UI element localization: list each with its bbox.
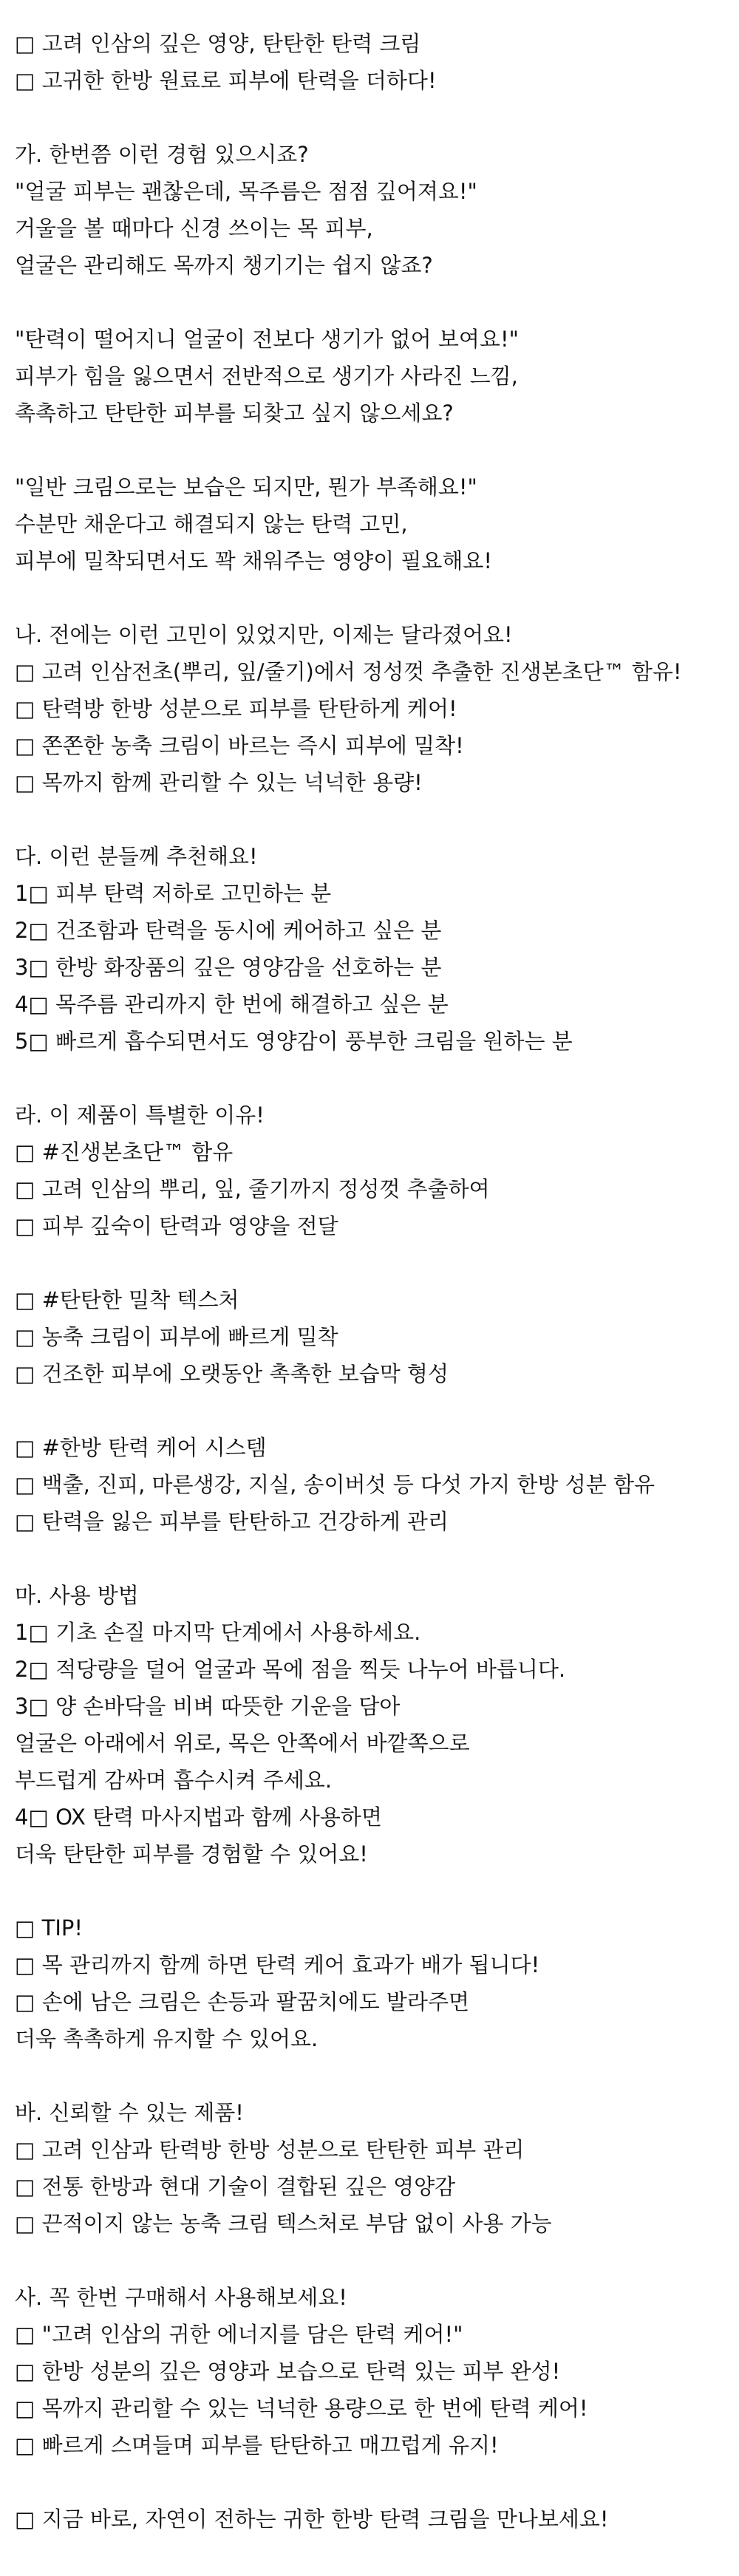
section-intro — [15, 25, 724, 99]
section-section-tip — [15, 1909, 724, 2057]
section-heading: 가. 한번쯤 이런 경험 있으시죠? — [15, 142, 309, 167]
paragraph-gap — [15, 2057, 724, 2094]
section-heading: 나. 전에는 이런 고민이 있었지만, 이제는 달라졌어요! — [15, 622, 513, 647]
text-line: □ 목 관리까지 함께 하면 탄력 케어 효과가 배가 됩니다! — [15, 1952, 540, 1977]
section-heading: 바. 신뢰할 수 있는 제품! — [15, 2100, 244, 2125]
section-section-sa — [15, 2279, 724, 2464]
text-line: □ "고려 인삼의 귀한 에너지를 담은 탄력 케어!" — [15, 2322, 463, 2347]
text-line: "일반 크림으로는 보습은 되지만, 뭔가 부족해요!" — [15, 474, 477, 500]
text-line: □ #탄탄한 밀착 텍스처 — [15, 1287, 239, 1312]
text-line: 더욱 탄탄한 피부를 경험할 수 있어요! — [15, 1841, 368, 1867]
text-line: □ 목까지 관리할 수 있는 넉넉한 용량으로 한 번에 탄력 케어! — [15, 2396, 588, 2421]
paragraph-gap — [15, 2464, 724, 2501]
section-heading: 다. 이런 분들께 추천해요! — [15, 844, 258, 869]
paragraph-gap — [15, 1873, 724, 1909]
section-heading: 마. 사용 방법 — [15, 1583, 139, 1608]
text-line: 수분만 채운다고 해결되지 않는 탄력 고민, — [15, 511, 408, 536]
text-line: □ 손에 남은 크림은 손등과 팔꿈치에도 발라주면 — [15, 1989, 469, 2014]
section-section-ga-3 — [15, 468, 724, 579]
text-line: 4□ 목주름 관리까지 한 번에 해결하고 싶은 분 — [15, 992, 449, 1017]
text-line: □ 고려 인삼전초(뿌리, 잎/줄기)에서 정성껏 추출한 진생본초단™ 함유! — [15, 659, 682, 684]
document-body — [15, 25, 724, 2538]
text-line: □ 목까지 함께 관리할 수 있는 넉넉한 용량! — [15, 770, 423, 795]
text-line: □ TIP! — [15, 1915, 83, 1940]
section-section-ga-2 — [15, 321, 724, 432]
text-line: □ 쫀쫀한 농축 크림이 바르는 즉시 피부에 밀착! — [15, 733, 464, 758]
text-line: □ 고귀한 한방 원료로 피부에 탄력을 더하다! — [15, 68, 437, 93]
text-line: 3□ 한방 화장품의 깊은 영양감을 선호하는 분 — [15, 955, 442, 980]
text-line: "얼굴 피부는 괜찮은데, 목주름은 점점 깊어져요!" — [15, 179, 477, 204]
text-line: □ 끈적이지 않는 농축 크림 텍스처로 부담 없이 사용 가능 — [15, 2211, 552, 2236]
text-line: 5□ 빠르게 흡수되면서도 영양감이 풍부한 크림을 원하는 분 — [15, 1029, 573, 1054]
text-line: □ 탄력방 한방 성분으로 피부를 탄탄하게 케어! — [15, 696, 457, 721]
text-line: 1□ 피부 탄력 저하로 고민하는 분 — [15, 881, 332, 906]
text-line: 얼굴은 아래에서 위로, 목은 안쪽에서 바깥쪽으로 — [15, 1731, 470, 1756]
section-closing — [15, 2501, 724, 2538]
text-line: □ 백출, 진피, 마른생강, 지실, 송이버섯 등 다섯 가지 한방 성분 함유 — [15, 1472, 655, 1497]
paragraph-gap — [15, 2242, 724, 2279]
section-section-ma — [15, 1577, 724, 1873]
text-line: □ 건조한 피부에 오랫동안 촉촉한 보습막 형성 — [15, 1361, 449, 1386]
section-section-ga-1 — [15, 136, 724, 284]
text-line: 촉촉하고 탄탄한 피부를 되찾고 싶지 않으세요? — [15, 401, 454, 426]
text-line: □ 농축 크림이 피부에 빠르게 밀착 — [15, 1324, 338, 1349]
section-section-ra-2 — [15, 1281, 724, 1392]
paragraph-gap — [15, 1540, 724, 1577]
paragraph-gap — [15, 432, 724, 468]
paragraph-gap — [15, 801, 724, 838]
text-line: 거울을 볼 때마다 신경 쓰이는 목 피부, — [15, 216, 373, 241]
text-line: □ #진생본초단™ 함유 — [15, 1139, 234, 1165]
text-line: 1□ 기초 손질 마지막 단계에서 사용하세요. — [15, 1620, 421, 1645]
text-line: 2□ 건조함과 탄력을 동시에 케어하고 싶은 분 — [15, 918, 442, 943]
text-line: 3□ 양 손바닥을 비벼 따뜻한 기운을 담아 — [15, 1694, 401, 1719]
paragraph-gap — [15, 99, 724, 136]
text-line: □ 탄력을 잃은 피부를 탄탄하고 건강하게 관리 — [15, 1509, 449, 1534]
paragraph-gap — [15, 1060, 724, 1097]
text-line: □ 고려 인삼과 탄력방 한방 성분으로 탄탄한 피부 관리 — [15, 2137, 525, 2162]
text-line: 2□ 적당량을 덜어 얼굴과 목에 점을 찍듯 나누어 바릅니다. — [15, 1657, 566, 1682]
text-line: □ #한방 탄력 케어 시스템 — [15, 1435, 267, 1460]
paragraph-gap — [15, 1392, 724, 1429]
section-section-ra-3 — [15, 1429, 724, 1540]
text-line: 부드럽게 감싸며 흡수시켜 주세요. — [15, 1768, 333, 1793]
text-line: 4□ OX 탄력 마사지법과 함께 사용하면 — [15, 1805, 382, 1830]
text-line: □ 한방 성분의 깊은 영양과 보습으로 탄력 있는 피부 완성! — [15, 2359, 561, 2384]
text-line: 얼굴은 관리해도 목까지 챙기기는 쉽지 않죠? — [15, 253, 433, 278]
section-heading: 사. 꼭 한번 구매해서 사용해보세요! — [15, 2285, 347, 2310]
text-line: 더욱 촉촉하게 유지할 수 있어요. — [15, 2026, 319, 2051]
text-line: □ 지금 바로, 자연이 전하는 귀한 한방 탄력 크림을 만나보세요! — [15, 2507, 609, 2532]
paragraph-gap — [15, 1244, 724, 1281]
section-section-na — [15, 616, 724, 801]
paragraph-gap — [15, 284, 724, 321]
text-line: □ 빠르게 스며들며 피부를 탄탄하고 매끄럽게 유지! — [15, 2433, 499, 2458]
section-section-da — [15, 838, 724, 1060]
text-line: □ 고려 인삼의 뿌리, 잎, 줄기까지 정성껏 추출하여 — [15, 1176, 490, 1202]
section-heading: 라. 이 제품이 특별한 이유! — [15, 1103, 265, 1128]
text-line: □ 전통 한방과 현대 기술이 결합된 깊은 영양감 — [15, 2174, 456, 2199]
text-line: 피부에 밀착되면서도 꽉 채워주는 영양이 필요해요! — [15, 548, 493, 573]
paragraph-gap — [15, 579, 724, 616]
section-section-ba — [15, 2094, 724, 2242]
text-line: □ 고려 인삼의 깊은 영양, 탄탄한 탄력 크림 — [15, 31, 421, 56]
text-line: "탄력이 떨어지니 얼굴이 전보다 생기가 없어 보여요!" — [15, 327, 519, 352]
text-line: □ 피부 깊숙이 탄력과 영양을 전달 — [15, 1213, 338, 1238]
text-line: 피부가 힘을 잃으면서 전반적으로 생기가 사라진 느낌, — [15, 364, 518, 389]
section-section-ra-1 — [15, 1097, 724, 1244]
